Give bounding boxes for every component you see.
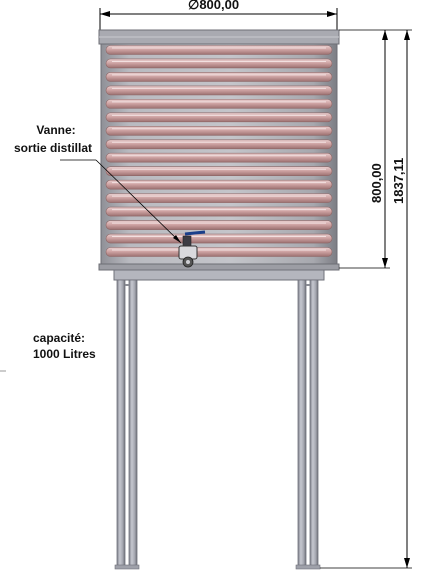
diameter-symbol: ∅ (188, 0, 200, 12)
coil-turn (106, 221, 332, 230)
coil-turn (106, 113, 332, 122)
tank-height-label: 800,00 (369, 163, 384, 203)
coil-turn (106, 153, 332, 162)
capacity-label-line1: capacité: (33, 331, 86, 345)
coil-turn (106, 126, 332, 135)
coil-turn (106, 167, 332, 176)
valve-handle (185, 232, 205, 234)
coil-turn (106, 46, 332, 55)
coil-turn (106, 180, 332, 189)
total-height-label: 1837,11 (391, 157, 406, 204)
capacity-label-line2: 1000 Litres (33, 347, 96, 361)
diameter-label (188, 0, 239, 12)
valve-label-line2: sortie distillat (13, 141, 93, 155)
coil-turn (106, 207, 332, 216)
coil-turn (106, 248, 332, 257)
coil-turn (106, 59, 332, 68)
stand-foot-right (296, 565, 320, 569)
stand-leg-right-inner (298, 280, 306, 567)
stand-leg-left-inner (129, 280, 137, 567)
coil-turn (106, 234, 332, 243)
coil-turn (106, 72, 332, 81)
diameter-value: 800,00 (199, 0, 240, 12)
valve-label-line1: Vanne: (36, 123, 76, 137)
stand-leg-right-outer (310, 280, 318, 567)
support-stand (114, 270, 324, 569)
coil-turn (106, 194, 332, 203)
stand-leg-left-outer (117, 280, 125, 567)
coil-turn (106, 99, 332, 108)
diameter-dimension (100, 0, 337, 30)
stand-top-frame (114, 270, 324, 280)
coil-turn (106, 140, 332, 149)
coil-turn (106, 86, 332, 95)
stand-foot-left (115, 565, 139, 569)
tank-bottom (99, 264, 339, 270)
